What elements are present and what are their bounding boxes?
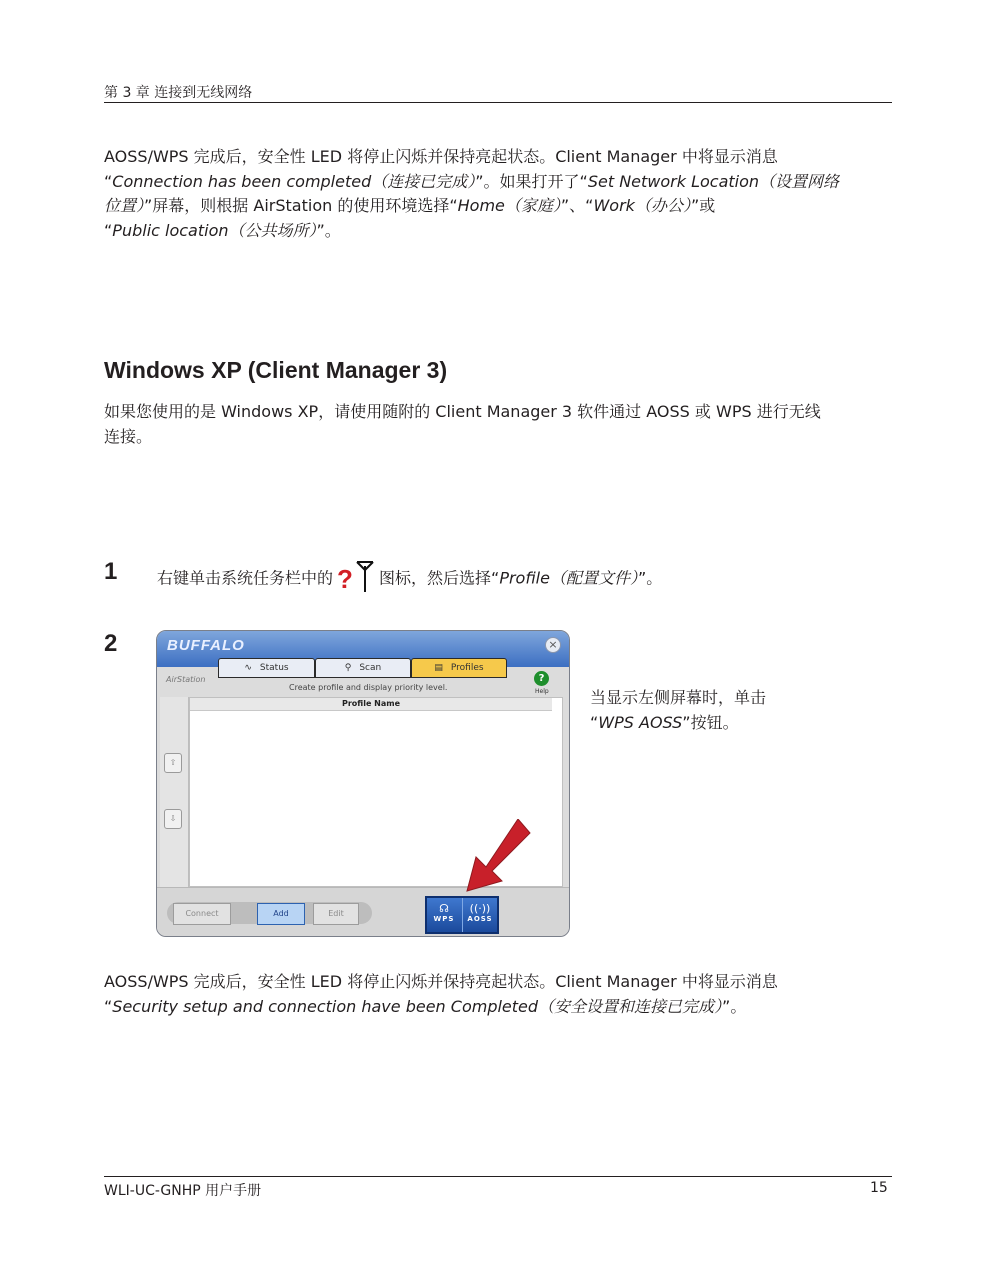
aoss-icon: ((·)) (469, 902, 491, 915)
intro-line-3: 位置）”屏幕，则根据 AirStation 的使用环境选择“Home（家庭）”、“Work（办公）”或 (104, 196, 716, 215)
outro-paragraph: AOSS/WPS 完成后，安全性 LED 将停止闪烁并保持亮起状态。Client Manager 中将显示消息 “Security setup and connection have been Completed（安全设置和连接已完成）”。 (104, 972, 778, 1016)
intro-paragraph (104, 145, 894, 243)
magnifier-icon: ⚲ (344, 663, 352, 673)
wps-aoss-button[interactable] (425, 896, 499, 934)
priority-down-button[interactable]: ⇩ (164, 809, 182, 829)
step-2-instruction: 当显示左侧屏幕时，单击 “WPS AOSS”按钮。 (590, 688, 767, 732)
intro-line-2: “Connection has been completed（连接已完成）”。如果打开了“Set Network Location（设置网络 (104, 171, 840, 191)
close-button[interactable]: × (545, 637, 561, 653)
tab-scan[interactable]: ⚲ Scan (315, 658, 411, 678)
header-rule (104, 102, 892, 103)
help-icon[interactable]: ? (534, 671, 549, 686)
help-label: Help (535, 688, 549, 695)
tab-profiles[interactable]: ▤ Profiles (411, 658, 507, 678)
profile-name-column-header: Profile Name (190, 698, 552, 711)
wps-icon: ☊ (439, 902, 449, 915)
footer-manual-title: WLI-UC-GNHP 用户手册 (104, 1183, 262, 1199)
step-2-number: 2 (104, 630, 118, 657)
buffalo-logo: BUFFALO (167, 637, 245, 654)
edit-button[interactable]: Edit (313, 903, 359, 925)
step-1-text: 右键单击系统任务栏中的 ? 图标，然后选择“Profile（配置文件）”。 (157, 560, 662, 598)
section-description: 如果您使用的是 Windows XP，请使用随附的 Client Manager 3 软件通过 AOSS 或 WPS 进行无线 连接。 (104, 402, 821, 446)
hint-text: Create profile and display priority level. (289, 683, 448, 692)
wps-label: WPS (433, 915, 455, 923)
status-wave-icon: ∿ (244, 663, 252, 673)
footer-rule (104, 1176, 892, 1177)
page-number: 15 (870, 1180, 888, 1196)
red-pointer-arrow-icon (462, 819, 532, 894)
intro-line-4: “Public location（公共场所）”。 (104, 220, 341, 240)
step-1-number: 1 (104, 558, 118, 585)
connect-button[interactable]: Connect (173, 903, 231, 925)
tab-status[interactable]: ∿ Status (218, 658, 315, 678)
client-manager-window (156, 630, 570, 937)
priority-up-button[interactable]: ⇧ (164, 753, 182, 773)
chapter-header: 第 3 章 连接到无线网络 (104, 85, 253, 101)
tray-antenna-icon (337, 560, 375, 598)
aoss-label: AOSS (467, 915, 493, 923)
airstation-label: AirStation (166, 675, 206, 684)
section-title: Windows XP (Client Manager 3) (104, 357, 448, 383)
intro-line-1: AOSS/WPS 完成后，安全性 LED 将停止闪烁并保持亮起状态。Client Manager 中将显示消息 (104, 147, 778, 166)
priority-panel (160, 697, 189, 887)
bottom-toolbar (157, 887, 569, 937)
add-button[interactable]: Add (257, 903, 305, 925)
profile-list-icon: ▤ (434, 663, 443, 673)
svg-text:?: ? (337, 564, 353, 594)
